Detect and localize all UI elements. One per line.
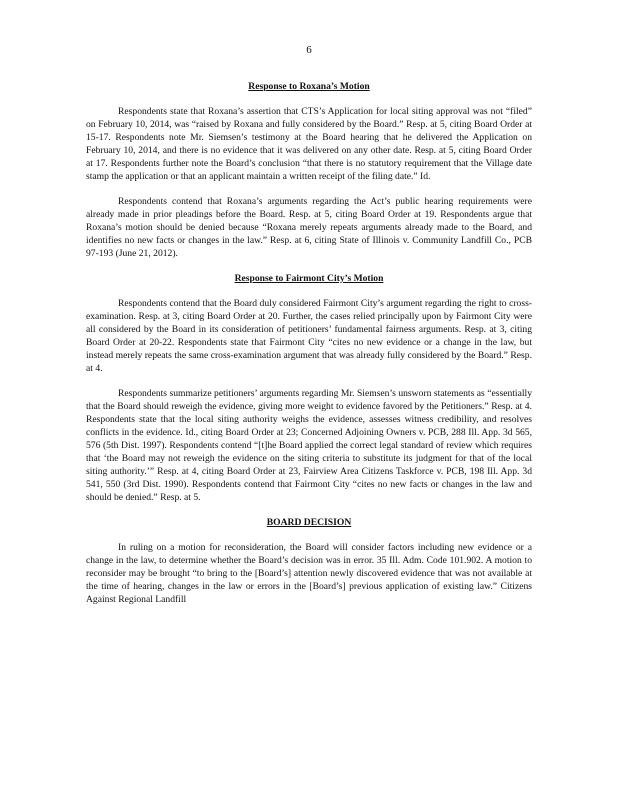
paragraph: Respondents summarize petitioners’ arguments regarding Mr. Siemsen’s unsworn statements as “essentially that the Board should reweigh the evidence, giving more weight to evidence favored by the Petitioners.” Resp. at 4. Respondents state that the local siting authority weighs the evidence, assesses witness credibility, and resolves conflicts in the evidence. Id., citing Board Order at 23; Concerned Adjoining Owners v. PCB, 288 Ill. App. 3d 565, 576 (5th Dist. 1997). Respondents contend “[t]he Board applied the correct legal standard of review which requires that ‘the Board may not reweigh the evidence on the siting criteria to substitute its judgment for that of the local siting authority.’” Resp. at 4, citing Board Order at 23, Fairview Area Citizens Taskforce v. PCB, 198 Ill. App. 3d 541, 550 (3rd Dist. 1990). Respondents contend that Fairmont City “cites no new facts or changes in the law and should be denied.” Resp. at 5. <box>86 388 532 503</box>
paragraph: In ruling on a motion for reconsideration, the Board will consider factors including new evidence or a change in the law, to determine whether the Board’s decision was in error. 35 Ill. Adm. Code 101.902. A motion to reconsider may be brought “to bring to the [Board’s] attention newly discovered evidence that was not available at the time of hearing, changes in the law or errors in the [Board’s] previous application of existing law.” Citizens Against Regional Landfill <box>86 542 532 605</box>
document-body <box>86 70 532 618</box>
paragraph: Respondents contend that Roxana’s arguments regarding the Act’s public hearing requirements were already made in prior pleadings before the Board. Resp. at 5, citing Board Order at 19. Respondents argue that Roxana’s motion should be denied because “Roxana merely repeats arguments already made to the Board, and identifies no new facts or changes in the law.” Resp. at 6, citing State of Illinois v. Community Landfill Co., PCB 97-193 (June 21, 2012). <box>86 196 532 259</box>
page-number: 6 <box>306 44 312 56</box>
paragraph: Respondents state that Roxana’s assertion that CTS’s Application for local siting approval was not “filed” on February 10, 2014, was “raised by Roxana and fully considered by the Board.” Resp. at 5, citing Board Order at 15-17. Respondents note Mr. Siemsen’s testimony at the Board hearing that he delivered the Application on February 10, 2014, and there is no evidence that it was delivered on any other date. Resp. at 5, citing Board Order at 17. Respondents further note the Board’s conclusion “that there is no statutory requirement that the Village date stamp the application or that an applicant maintain a written receipt of the filing date.” Id. <box>86 106 532 182</box>
section-heading-board-decision: BOARD DECISION <box>266 517 352 528</box>
section-heading-fairmont: Response to Fairmont City’s Motion <box>234 273 384 284</box>
paragraph: Respondents contend that the Board duly considered Fairmont City’s argument regarding the right to cross-examination. Resp. at 3, citing Board Order at 20. Further, the cases relied principally upon by Fairmont City were all considered by the Board in its consideration of petitioners’ fundamental fairness arguments. Resp. at 3, citing Board Order at 20-22. Respondents state that Fairmont City “cites no new evidence or a change in the law, but instead merely repeats the same cross-examination argument that was already fully considered by the Board.” Resp. at 4. <box>86 298 532 374</box>
section-heading-roxana: Response to Roxana’s Motion <box>248 81 370 92</box>
